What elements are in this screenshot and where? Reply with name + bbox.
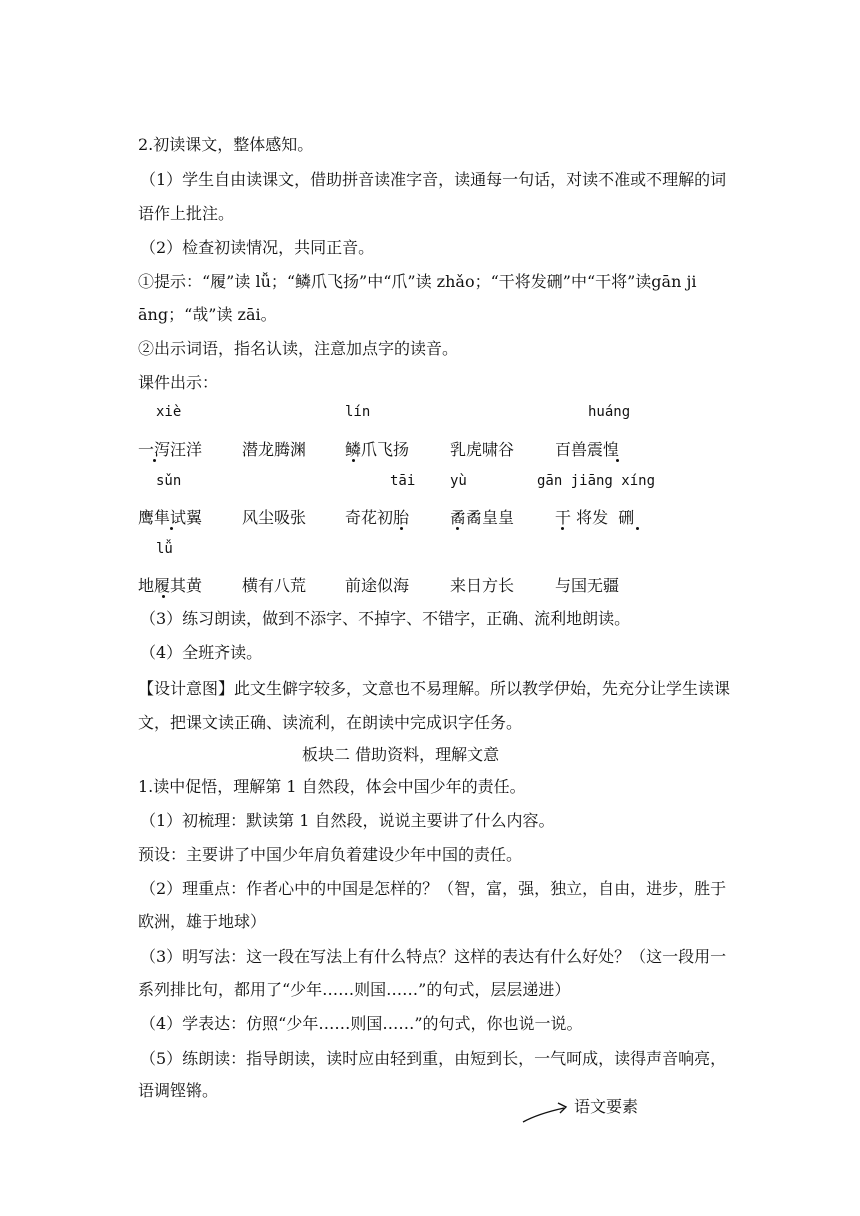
paragraph-line: （3）练习朗读，做到不添字、不掉字、不错字，正确、流利地朗读。 <box>140 609 631 628</box>
paragraph-line: 欧洲，雄于地球） <box>138 912 267 931</box>
paragraph-line: （5）练朗读：指导朗读，读时应由轻到重，由短到长，一气呵成，读得声音响亮， <box>140 1049 727 1068</box>
paragraph-line: 语调铿锵。 <box>138 1081 219 1100</box>
pinyin: tāi <box>390 473 416 489</box>
paragraph-line: （3）明写法：这一段在写法上有什么特点？这样的表达有什么好处？（这一段用一 <box>140 947 727 966</box>
section-title: 板块二 借助资料，理解文意 <box>302 745 500 764</box>
emphasis-dot <box>636 527 639 530</box>
vocab-word: 横有八荒 <box>242 576 307 595</box>
margin-note: 语文要素 <box>574 1097 639 1116</box>
vocab-word: 矞矞皇皇 <box>450 508 515 527</box>
vocab-word: 地履其黄 <box>138 576 203 595</box>
vocab-word: 与国无疆 <box>555 576 620 595</box>
step-heading: 1.读中促悟，理解第 1 自然段，体会中国少年的责任。 <box>138 777 526 796</box>
vocab-word: 奇花初胎 <box>345 508 410 527</box>
paragraph-line: 系列排比句，都用了“少年……则国……”的句式，层层递进） <box>138 980 571 999</box>
emphasis-dot <box>400 527 403 530</box>
pinyin: gān jiāng xíng <box>537 473 656 489</box>
step-heading: 2.初读课文，整体感知。 <box>138 135 314 154</box>
emphasis-dot <box>170 527 173 530</box>
emphasis-dot <box>616 459 619 462</box>
margin-arrow-icon <box>520 1098 576 1126</box>
vocab-word: 乳虎啸谷 <box>450 440 515 459</box>
vocab-word: 潜龙腾渊 <box>242 440 307 459</box>
emphasis-dot <box>352 459 355 462</box>
emphasis-dot <box>162 595 165 598</box>
vocab-word: 来日方长 <box>450 576 515 595</box>
paragraph-line: āng；“哉”读 zāi。 <box>138 305 277 324</box>
emphasis-dot <box>561 527 564 530</box>
vocab-word: 风尘吸张 <box>242 508 307 527</box>
vocab-word: 干 将发 硎 <box>555 508 635 527</box>
emphasis-dot <box>153 459 156 462</box>
paragraph-line: （2）理重点：作者心中的中国是怎样的？（智，富，强，独立，自由，进步，胜于 <box>140 879 727 898</box>
paragraph-line: （1）学生自由读课文，借助拼音读准字音，读通每一句话，对读不准或不理解的词 <box>140 170 727 189</box>
paragraph-line: （4）学表达：仿照“少年……则国……”的句式，你也说一说。 <box>140 1014 583 1033</box>
paragraph-line: ②出示词语，指名认读，注意加点字的读音。 <box>138 339 459 358</box>
vocab-word: 一泻汪洋 <box>138 440 203 459</box>
pinyin: xiè <box>156 404 182 420</box>
pinyin: lín <box>345 404 371 420</box>
pinyin: lǚ <box>156 541 173 557</box>
pinyin: huáng <box>588 404 631 420</box>
vocab-word: 百兽震惶 <box>555 440 620 459</box>
pinyin: yù <box>450 473 467 489</box>
vocab-word: 前途似海 <box>345 576 410 595</box>
design-intent: 【设计意图】此文生僻字较多，文意也不易理解。所以教学伊始，先充分让学生读课 <box>138 679 731 698</box>
design-intent: 文，把课文读正确、读流利，在朗读中完成识字任务。 <box>138 713 523 732</box>
paragraph-line: （1）初梳理：默读第 1 自然段，说说主要讲了什么内容。 <box>140 811 555 830</box>
paragraph-line: 预设：主要讲了中国少年肩负着建设少年中国的责任。 <box>138 845 523 864</box>
paragraph-line: 语作上批注。 <box>138 204 235 223</box>
paragraph-line: （4）全班齐读。 <box>140 643 263 662</box>
paragraph-line: （2）检查初读情况，共同正音。 <box>140 238 375 257</box>
paragraph-line: 课件出示： <box>138 373 219 392</box>
emphasis-dot <box>456 527 459 530</box>
paragraph-line: ①提示：“履”读 lǚ；“鳞爪飞扬”中“爪”读 zhǎo；“干将发硎”中“干将”读gān ji <box>138 272 697 291</box>
pinyin: sǔn <box>156 473 182 489</box>
vocab-word: 鹰隼试翼 <box>138 508 203 527</box>
vocab-word: 鳞爪飞扬 <box>345 440 410 459</box>
